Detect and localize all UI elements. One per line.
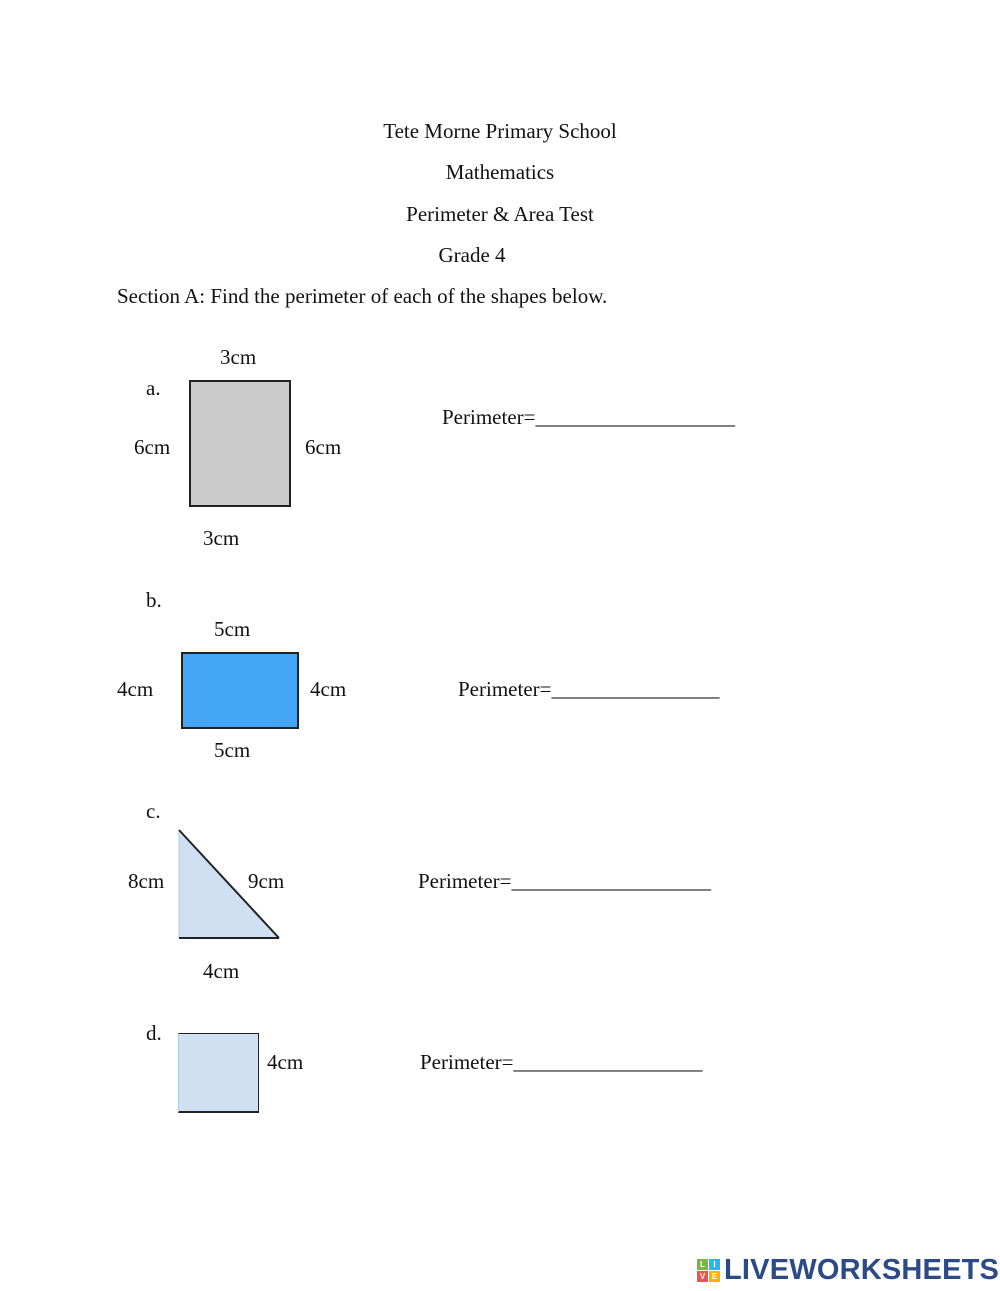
rectangle-shape xyxy=(189,380,291,507)
subject-title: Mathematics xyxy=(445,160,555,184)
section-instruction: Section A: Find the perimeter of each of the shapes below. xyxy=(117,284,608,308)
question-letter: c. xyxy=(146,799,161,823)
question-letter: a. xyxy=(146,376,161,400)
perimeter-answer-line[interactable]: Perimeter=________________ xyxy=(458,677,720,701)
side-label-right: 4cm xyxy=(310,677,347,701)
logo-block-i: I xyxy=(709,1259,720,1270)
side-label-hypotenuse: 9cm xyxy=(248,869,285,893)
side-label-right: 4cm xyxy=(267,1050,304,1074)
logo-blocks-icon xyxy=(697,1259,720,1282)
logo-text: LIVEWORKSHEETS xyxy=(724,1254,1000,1286)
side-label-left: 6cm xyxy=(134,435,171,459)
logo-block-v: V xyxy=(697,1271,708,1282)
school-name: Tete Morne Primary School xyxy=(383,119,617,143)
side-label-left: 8cm xyxy=(128,869,165,893)
side-label-bottom: 5cm xyxy=(214,738,251,762)
side-label-top: 3cm xyxy=(220,345,257,369)
test-title: Perimeter & Area Test xyxy=(406,202,594,226)
side-label-bottom: 3cm xyxy=(203,526,240,550)
perimeter-answer-line[interactable]: Perimeter=__________________ xyxy=(420,1050,703,1074)
side-label-left: 4cm xyxy=(117,677,154,701)
question-letter: b. xyxy=(146,588,162,612)
square-shape xyxy=(178,1033,259,1113)
logo-block-e: E xyxy=(709,1271,720,1282)
side-label-right: 6cm xyxy=(305,435,342,459)
rectangle-shape xyxy=(181,652,299,729)
side-label-bottom: 4cm xyxy=(203,959,240,983)
question-letter: d. xyxy=(146,1021,162,1045)
grade-label: Grade 4 xyxy=(438,243,506,267)
liveworksheets-logo xyxy=(697,1255,999,1285)
perimeter-answer-line[interactable]: Perimeter=___________________ xyxy=(442,405,735,429)
side-label-top: 5cm xyxy=(214,617,251,641)
logo-block-l: L xyxy=(697,1259,708,1270)
perimeter-answer-line[interactable]: Perimeter=___________________ xyxy=(418,869,711,893)
